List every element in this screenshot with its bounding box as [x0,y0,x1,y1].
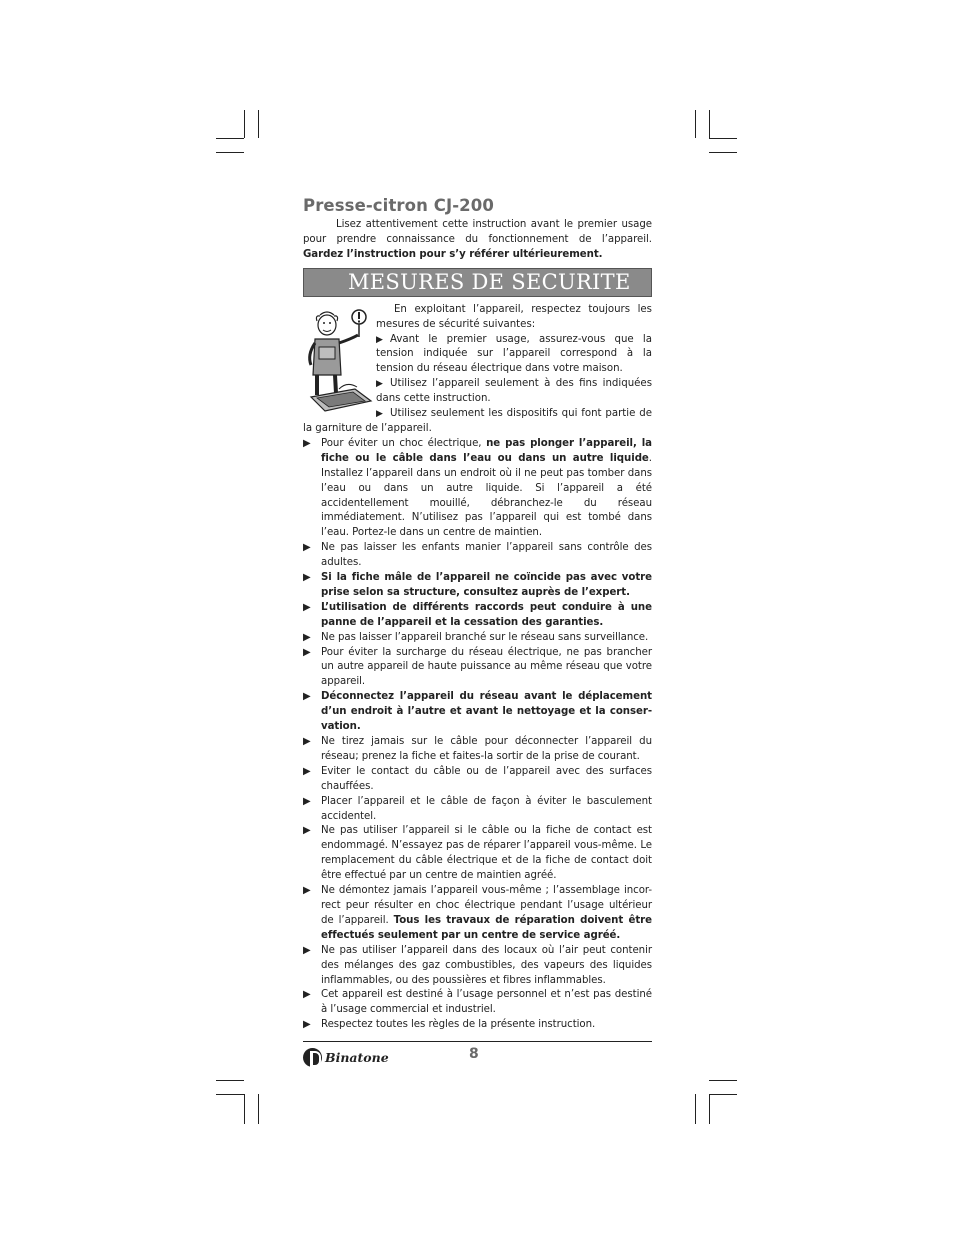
safety-item-pre: Ne pas utiliser l’appareil dans des locaux où l’air peut contenir des mélanges des gaz combustibles, des vapeurs des liquides inflammables, ou des poussières et fibres inflammables. [321,944,652,986]
crop-mark [695,1094,696,1124]
safety-item-pre: Respectez toutes les règles de la présente instruction. [321,1019,596,1031]
bullet-icon: ▶ [303,601,311,613]
safety-item [303,631,652,646]
safety-item [303,646,652,691]
sub-item [376,377,652,407]
brand-name: Binatone [325,1049,389,1065]
bullet-icon: ▶ [303,736,311,747]
section-banner: MESURES DE SECURITE [303,268,652,297]
crop-mark [258,110,259,138]
page-number: 8 [469,1046,479,1062]
safety-item [303,884,652,944]
warning-man-icon [303,303,373,415]
brand-logo [303,1047,389,1067]
safety-item-pre: Pour éviter un choc électrique, [321,437,487,449]
intro-text: Lisez attentivement cette instruction avant le premier usage pour prendre connaissance du fonctionnement de l’appareil. [303,219,652,245]
bullet-icon: ▶ [303,646,311,658]
safety-list [303,437,652,1033]
safety-item [303,437,652,541]
bullet-icon: ▶ [376,379,383,390]
safety-item [303,541,652,571]
crop-mark [244,110,245,138]
bullet-icon: ▶ [303,795,311,807]
safety-item [303,571,652,601]
safety-item [303,988,652,1018]
bullet-icon: ▶ [303,437,311,449]
crop-mark [216,138,244,139]
crop-mark [695,110,696,138]
safety-item-pre: Ne pas laisser les enfants manier l’appareil sans contrôle des adultes. [321,542,652,569]
crop-mark [709,152,737,153]
safety-intro-block [303,303,652,437]
safety-item [303,824,652,884]
bullet-icon: ▶ [303,944,311,956]
safety-item-bold: ne pas plonger l’appareil, la fiche ou le câble dans l’eau ou dans un autre liquide [321,437,652,464]
safety-item-pre: Placer l’appareil et le câble de façon à éviter le basculement accidentel. [321,795,652,822]
footer-divider [303,1041,652,1042]
safety-item-pre: Eviter le contact du câble ou de l’appareil avec des surfaces chauffées. [321,765,652,792]
safety-item-bold: L’utilisation de différents raccords peut conduire à une panne de l’appareil et la cessation des garanties. [321,601,652,628]
safety-item-bold: Si la fiche mâle de l’appareil ne coïncide pas avec votre prise selon sa structure, consultez auprès de l’expert. [321,572,652,598]
bullet-icon: ▶ [376,334,383,345]
bullet-icon: ▶ [303,631,311,643]
bullet-icon: ▶ [303,885,311,897]
crop-mark [216,152,244,153]
crop-mark [709,1094,737,1095]
crop-mark [709,1094,710,1124]
safety-item [303,765,652,795]
page-title: Presse-citron CJ-200 [303,196,494,215]
safety-item-pre: Cet appareil est destiné à l’usage personnel et n’est pas destiné à l’usage commercial et industriel. [321,989,652,1016]
bullet-icon: ▶ [303,989,311,1001]
intro-paragraph [303,218,652,263]
safety-item [303,795,652,825]
sub-item-text: Utilisez l’appareil seulement à des fins indiquées dans cette instruction. [376,378,652,405]
bullet-icon: ▶ [303,572,311,584]
crop-mark [216,1094,244,1095]
bullet-icon: ▶ [303,765,311,777]
lead-paragraph: En exploitant l’appareil, respectez toujours les mesures de sécurité suivantes: [376,303,652,330]
bullet-icon: ▶ [376,409,383,420]
bullet-icon: ▶ [303,1019,311,1031]
crop-mark [244,1094,245,1124]
safety-item [303,944,652,989]
bullet-icon: ▶ [303,825,311,837]
crop-mark [709,110,710,138]
safety-item-bold: Déconnectez l’appareil du réseau avant le déplacement d’un endroit à l’autre et avant le nettoyage et la conser-vation. [321,691,652,733]
safety-item-pre: Ne tirez jamais sur le câble pour déconnecter l’appareil du réseau; prenez la fiche et faites-la sortir de la prise de courant. [321,736,652,762]
intro-bold: Gardez l’instruction pour s’y référer ultérieurement. [303,248,603,260]
sub-item [376,333,652,378]
crop-mark [709,138,737,139]
safety-item-bold: Tous les travaux de réparation doivent être effectués seulement par un centre de service agréé. [321,914,652,941]
safety-item [303,735,652,765]
bullet-icon: ▶ [303,691,311,703]
safety-item-pre: Ne pas utiliser l’appareil si le câble ou la fiche de contact est endommagé. N’essayez pas de réparer l’appareil vous-même. Le remplacement du câble électrique et de la fiche de contact doit être effectué par un centre de maintien agréé. [321,825,652,882]
page-content [303,196,652,1033]
safety-item [303,690,652,735]
safety-item-post: . Installez l’appareil dans un endroit où il ne peut pas tomber dans l’eau ou dans un autre liquide. Si l’appareil a été accidentellement mouillé, débranchez-le du réseau immédiatement. N’utilisez pas l’appareil qui est tombé dans l’eau. Portez-le dans un centre de maintien. [321,452,652,539]
crop-mark [258,1094,259,1124]
binatone-logo-icon [303,1048,322,1067]
bullet-icon: ▶ [303,542,311,554]
sub-item-text: Utilisez seulement les dispositifs qui font partie de la garniture de l’appareil. [303,408,652,434]
safety-item-pre: Ne pas laisser l’appareil branché sur le réseau sans surveillance. [321,631,649,643]
sub-item-text: Avant le premier usage, assurez-vous que la tension indiquée sur l’appareil correspond à la tension du réseau électrique dans votre maison. [376,333,652,375]
safety-item-pre: Pour éviter la surcharge du réseau électrique, ne pas brancher un autre appareil de haute puissance au même réseau que votre appareil. [321,646,652,688]
safety-item [303,601,652,631]
crop-mark [216,1080,244,1081]
safety-item-pre: Ne démontez jamais l’appareil vous-même ; l’assemblage incor-rect peur résulter en choc électrique pendant l’usage ultérieur de l’appareil. [321,885,652,926]
crop-mark [709,1080,737,1081]
safety-item [303,1018,652,1033]
